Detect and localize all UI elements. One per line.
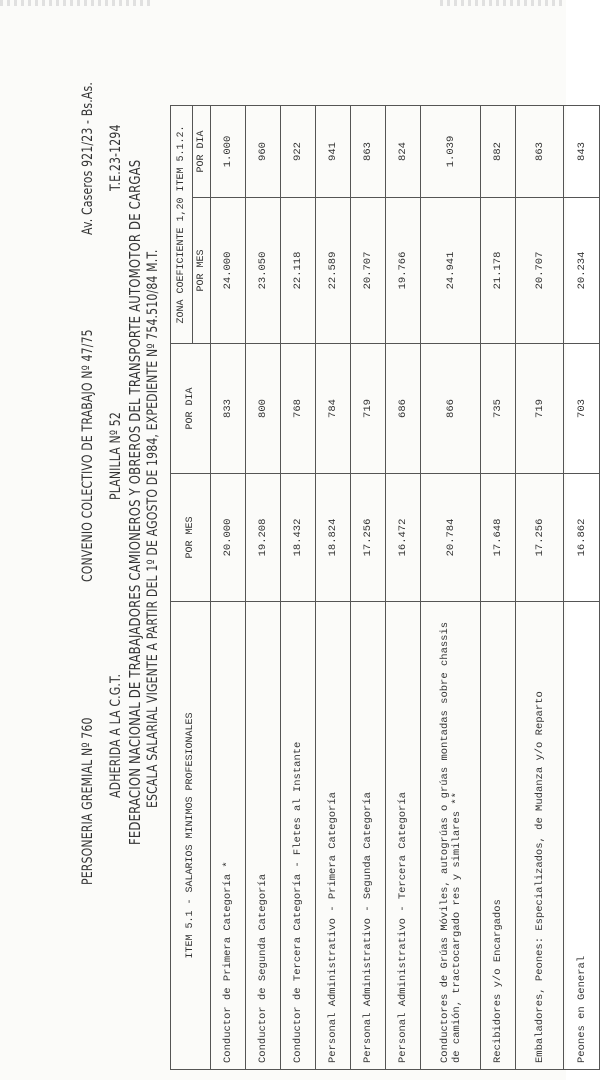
- table-row: [281, 106, 316, 1070]
- zona-dia-cell: 1.000: [211, 106, 246, 198]
- zona-dia-cell: 882: [481, 106, 516, 198]
- table-row: [351, 106, 386, 1070]
- por-dia-cell: 784: [316, 344, 351, 474]
- zona-mes-cell: 22.589: [316, 198, 351, 344]
- por-mes-cell: 16.862: [564, 474, 600, 602]
- category-header: ITEM 5.1 - SALARIOS MINIMOS PROFESIONALES: [171, 602, 211, 1070]
- federation-title: FEDERACION NACIONAL DE TRABAJADORES CAMIONEROS Y OBREROS DEL TRANSPORTE AUTOMOTOR DE CARGAS: [126, 159, 144, 845]
- por-mes-cell: 19.208: [246, 474, 281, 602]
- telephone: T.E.23-1294: [108, 124, 124, 191]
- zona-mes-cell: 24.941: [421, 198, 481, 344]
- table-row: [386, 106, 421, 1070]
- zona-dia-cell: 1.039: [421, 106, 481, 198]
- table-header-row: [171, 106, 193, 1070]
- por-dia-cell: 866: [421, 344, 481, 474]
- zona-mes-cell: 23.050: [246, 198, 281, 344]
- por-dia-cell: 735: [481, 344, 516, 474]
- por-mes-header: POR MES: [171, 474, 211, 602]
- por-dia-cell: 686: [386, 344, 421, 474]
- personeria-gremial: PERSONERIA GREMIAL Nº 760: [80, 717, 96, 885]
- por-mes-cell: 18.824: [316, 474, 351, 602]
- por-dia-cell: 719: [516, 344, 564, 474]
- table-row: [211, 106, 246, 1070]
- zona-dia-cell: 824: [386, 106, 421, 198]
- zona-dia-cell: 863: [516, 106, 564, 198]
- category-cell: Conductor de Segunda Categoría: [246, 602, 281, 1070]
- table-row: [564, 106, 600, 1070]
- salary-table: [170, 105, 600, 1070]
- category-cell: Conductores de Grúas Móviles, autogrúas o grúas montadas sobre chassis de camión, tractocargado res y similares **: [421, 602, 481, 1070]
- zona-por-mes-header: POR MES: [193, 198, 211, 344]
- category-cell: Conductor de Primera Categoría *: [211, 602, 246, 1070]
- zona-mes-cell: 24.000: [211, 198, 246, 344]
- por-mes-cell: 17.648: [481, 474, 516, 602]
- adherida-cgt: ADHERIDA A LA C.G.T.: [108, 673, 124, 798]
- zona-mes-cell: 20.707: [351, 198, 386, 344]
- por-mes-cell: 17.256: [351, 474, 386, 602]
- zona-mes-cell: 20.707: [516, 198, 564, 344]
- escala-salarial: ESCALA SALARIAL VIGENTE A PARTIR DEL 1º DE AGOSTO DE 1984, EXPEDIENTE Nº 754.510/84 M.T.: [145, 249, 161, 808]
- zona-dia-cell: 960: [246, 106, 281, 198]
- planilla-number: PLANILLA Nº 52: [108, 411, 124, 500]
- zona-dia-cell: 863: [351, 106, 386, 198]
- por-dia-header: POR DIA: [171, 344, 211, 474]
- convenio-colectivo: CONVENIO COLECTIVO DE TRABAJO Nº 47/75: [80, 329, 96, 582]
- por-dia-cell: 800: [246, 344, 281, 474]
- table-row: [481, 106, 516, 1070]
- por-mes-cell: 20.784: [421, 474, 481, 602]
- zona-dia-cell: 941: [316, 106, 351, 198]
- zona-coeficiente-header: ZONA COEFICIENTE 1,20 ITEM 5.1.2.: [171, 106, 193, 344]
- category-cell: Personal Administrativo - Segunda Categoría: [351, 602, 386, 1070]
- por-dia-cell: 768: [281, 344, 316, 474]
- address: Av. Caseros 921/23 - Bs.As.: [80, 81, 96, 235]
- zona-mes-cell: 20.234: [564, 198, 600, 344]
- category-cell: Embaladores, Peones: Especializados, de Mudanza y/o Reparto: [516, 602, 564, 1070]
- zona-dia-cell: 922: [281, 106, 316, 198]
- zona-por-dia-header: POR DIA: [193, 106, 211, 198]
- zona-mes-cell: 19.766: [386, 198, 421, 344]
- por-mes-cell: 17.256: [516, 474, 564, 602]
- table-row: [246, 106, 281, 1070]
- category-cell: Peones en General: [564, 602, 600, 1070]
- category-cell: Personal Administrativo - Primera Categoría: [316, 602, 351, 1070]
- por-mes-cell: 16.472: [386, 474, 421, 602]
- por-mes-cell: 18.432: [281, 474, 316, 602]
- por-dia-cell: 703: [564, 344, 600, 474]
- por-dia-cell: 833: [211, 344, 246, 474]
- zona-mes-cell: 22.118: [281, 198, 316, 344]
- table-row: [421, 106, 481, 1070]
- zona-dia-cell: 843: [564, 106, 600, 198]
- por-mes-cell: 20.000: [211, 474, 246, 602]
- category-cell: Recibidores y/o Encargados: [481, 602, 516, 1070]
- table-row: [516, 106, 564, 1070]
- category-cell: Conductor de Tercera Categoría - Fletes al Instante: [281, 602, 316, 1070]
- table-row: [316, 106, 351, 1070]
- zona-mes-cell: 21.178: [481, 198, 516, 344]
- por-dia-cell: 719: [351, 344, 386, 474]
- category-cell: Personal Administrativo - Tercera Categoría: [386, 602, 421, 1070]
